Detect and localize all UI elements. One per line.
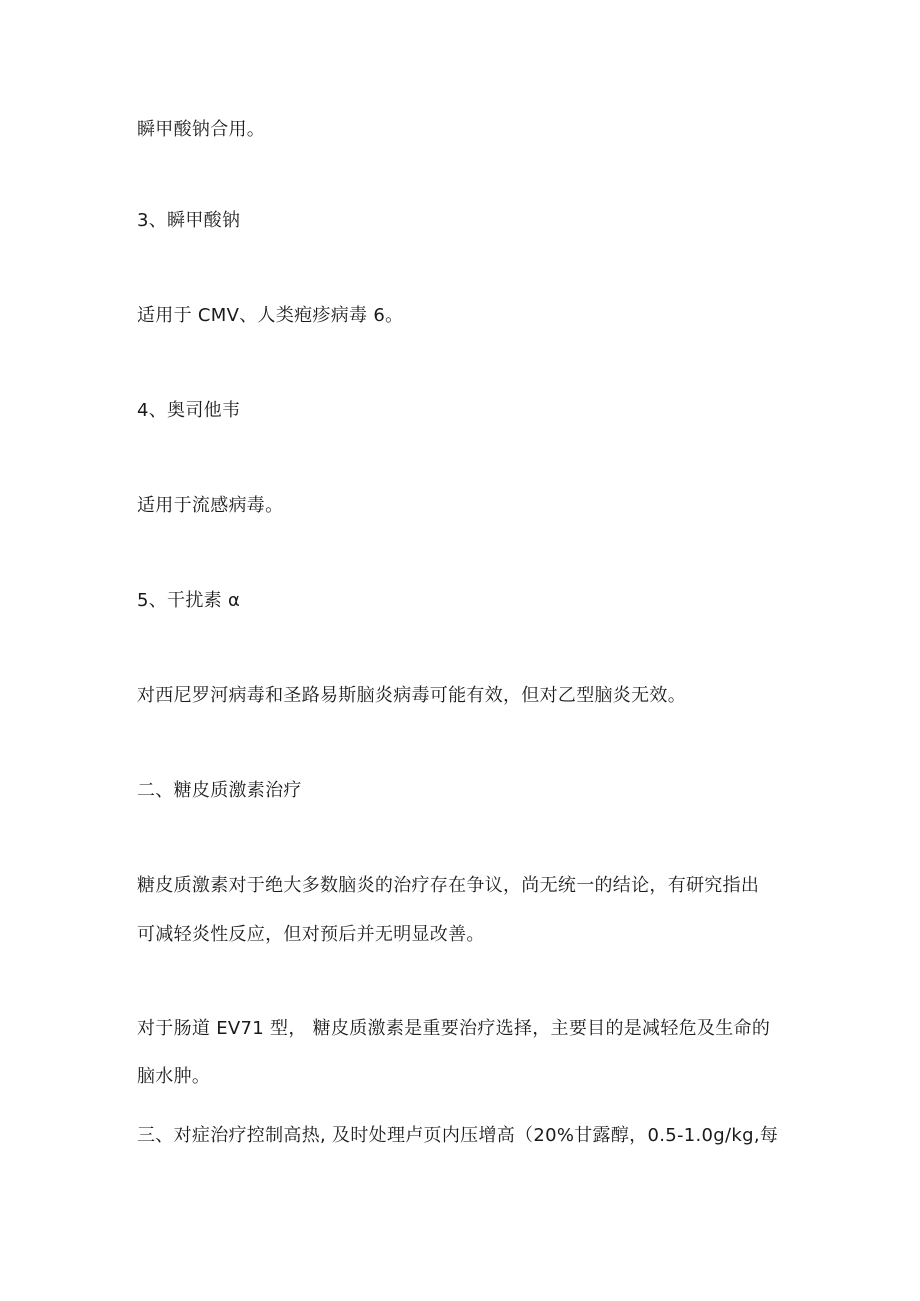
text-line: 适用于流感病毒。 (137, 495, 284, 516)
text-line: 脑水肿。 (137, 1066, 211, 1087)
text-line: 瞬甲酸钠合用。 (137, 119, 266, 140)
section-heading: 三、对症治疗控制高热, 及时处理卢页内压增高（20%甘露醇，0.5-1.0g∕kg,每 (137, 1125, 779, 1146)
text-line: 适用于 CMV、人类疱疹病毒 6。 (137, 305, 404, 326)
text-line: 可减轻炎性反应，但对预后并无明显改善。 (137, 924, 485, 945)
section-heading: 3、瞬甲酸钠 (137, 210, 241, 231)
section-heading: 5、干扰素 α (137, 590, 241, 611)
text-line: 对西尼罗河病毒和圣路易斯脑炎病毒可能有效，但对乙型脑炎无效。 (137, 685, 686, 706)
text-line: 糖皮质激素对于绝大多数脑炎的治疗存在争议，尚无统一的结论，有研究指出 (137, 875, 760, 896)
section-heading: 二、糖皮质激素治疗 (137, 780, 302, 801)
section-heading: 4、奥司他韦 (137, 400, 241, 421)
text-line: 对于肠道 EV71 型， 糖皮质激素是重要治疗选择，主要目的是减轻危及生命的 (137, 1018, 771, 1039)
